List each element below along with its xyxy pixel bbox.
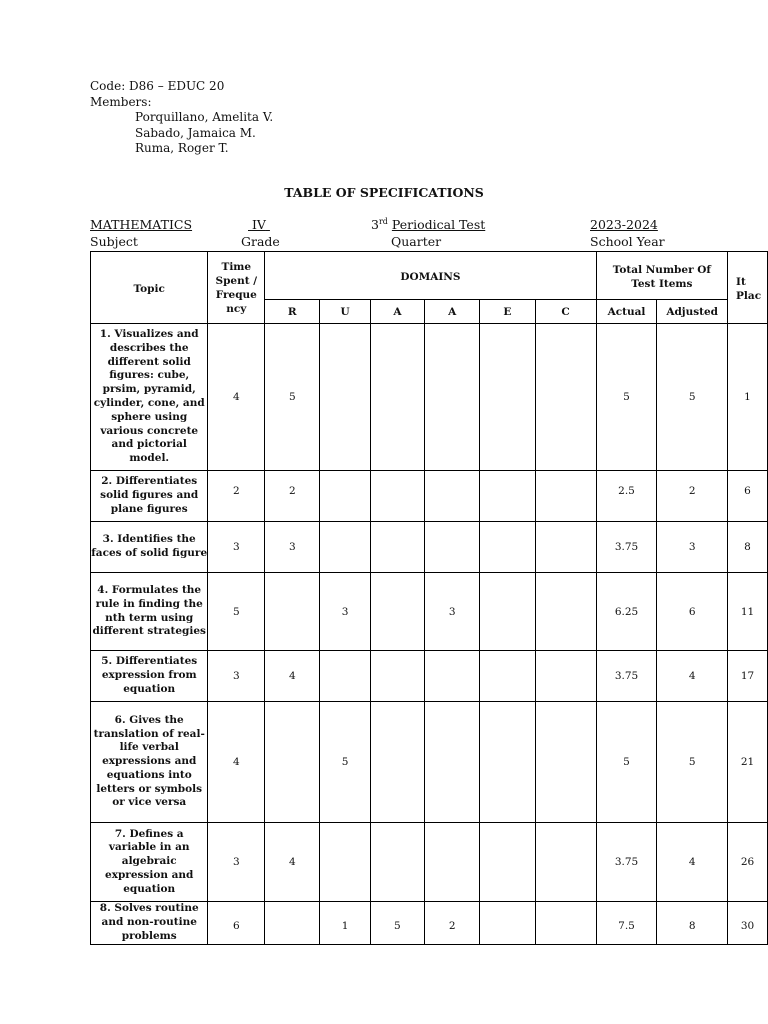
e-cell: [480, 902, 535, 945]
u-cell: 3: [320, 573, 370, 651]
member-name: Porquillano, Amelita V.: [135, 110, 274, 124]
c-cell: [535, 702, 596, 823]
c-cell: [535, 651, 596, 702]
topic-cell: 2. Differentiates solid figures and plane figures: [91, 471, 208, 522]
e-cell: [480, 823, 535, 902]
subject-value: MATHEMATICS: [90, 217, 193, 232]
topic-cell: 1. Visualizes and describes the different solid figures: cube, prsim, pyramid, cylinder, cone, and sphere using various concrete and pictorial model.: [91, 324, 208, 471]
a2-cell: [425, 651, 480, 702]
member-name: Sabado, Jamaica M.: [135, 125, 256, 140]
grade-value: IV: [251, 217, 266, 232]
domain-col-r: R: [265, 300, 320, 324]
r-cell: 2: [265, 471, 320, 522]
adjusted-cell: 6: [657, 573, 728, 651]
subject-label: Subject: [90, 234, 138, 249]
e-cell: [480, 573, 535, 651]
school-year-label: School Year: [590, 234, 665, 249]
a1-cell: [370, 702, 424, 823]
actual-cell: 3.75: [596, 823, 657, 902]
topic-cell: 6. Gives the translation of real-life verbal expressions and equations into letters or symbols or vice versa: [91, 702, 208, 823]
a2-cell: 3: [425, 573, 480, 651]
header-item-placement: It Plac: [728, 252, 768, 324]
c-cell: [535, 324, 596, 471]
quarter-label: Quarter: [391, 234, 442, 249]
actual-cell: 5: [596, 702, 657, 823]
placement-cell: 8: [728, 522, 768, 573]
actual-cell: 7.5: [596, 902, 657, 945]
topic-cell: 3. Identifies the faces of solid figure: [91, 522, 208, 573]
e-cell: [480, 702, 535, 823]
adjusted-cell: 2: [657, 471, 728, 522]
e-cell: [480, 522, 535, 573]
member-name: Ruma, Roger T.: [135, 141, 229, 155]
table-row: [91, 471, 768, 522]
r-cell: 3: [265, 522, 320, 573]
header-time-spent: Time Spent / Freque ncy: [208, 252, 265, 324]
a2-cell: [425, 823, 480, 902]
actual-cell: 3.75: [596, 522, 657, 573]
actual-cell: 3.75: [596, 651, 657, 702]
placement-cell: 21: [728, 702, 768, 823]
u-cell: 1: [320, 902, 370, 945]
domain-col-c: C: [535, 300, 596, 324]
table-row: [91, 573, 768, 651]
a1-cell: [370, 324, 424, 471]
c-cell: [535, 823, 596, 902]
table-row: [91, 823, 768, 902]
a1-cell: 5: [370, 902, 424, 945]
table-row: [91, 702, 768, 823]
u-cell: 5: [320, 702, 370, 823]
c-cell: [535, 573, 596, 651]
a1-cell: [370, 823, 424, 902]
domain-col-a2: A: [425, 300, 480, 324]
topic-cell: 5. Differentiates expression from equation: [91, 651, 208, 702]
a2-cell: [425, 471, 480, 522]
r-cell: 4: [265, 651, 320, 702]
a1-cell: [370, 651, 424, 702]
grade-label: Grade: [241, 234, 280, 249]
topic-cell: 7. Defines a variable in an algebraic expression and equation: [91, 823, 208, 902]
time-cell: 6: [208, 902, 265, 945]
placement-cell: 11: [728, 573, 768, 651]
a1-cell: [370, 573, 424, 651]
adjusted-cell: 4: [657, 651, 728, 702]
placement-cell: 30: [728, 902, 768, 945]
r-cell: 5: [265, 324, 320, 471]
a2-cell: [425, 702, 480, 823]
time-cell: 3: [208, 651, 265, 702]
topic-cell: 8. Solves routine and non-routine problems: [91, 902, 208, 945]
topic-cell: 4. Formulates the rule in finding the nth term using different strategies: [91, 573, 208, 651]
time-cell: 4: [208, 324, 265, 471]
e-cell: [480, 651, 535, 702]
document-title: TABLE OF SPECIFICATIONS: [284, 185, 484, 200]
e-cell: [480, 324, 535, 471]
c-cell: [535, 522, 596, 573]
r-cell: [265, 702, 320, 823]
table-row: [91, 902, 768, 945]
u-cell: [320, 823, 370, 902]
adjusted-cell: 8: [657, 902, 728, 945]
a2-cell: [425, 522, 480, 573]
quarter-value: 3rd Periodical Test: [371, 217, 486, 233]
header-domains: DOMAINS: [265, 252, 597, 300]
u-cell: [320, 651, 370, 702]
time-cell: 2: [208, 471, 265, 522]
c-cell: [535, 902, 596, 945]
placement-cell: 1: [728, 324, 768, 471]
domain-col-e: E: [480, 300, 535, 324]
actual-cell: 6.25: [596, 573, 657, 651]
u-cell: [320, 522, 370, 573]
a2-cell: [425, 324, 480, 471]
domain-col-u: U: [320, 300, 370, 324]
header-topic: Topic: [91, 252, 208, 324]
time-cell: 3: [208, 823, 265, 902]
header-total-items: Total Number Of Test Items: [596, 252, 727, 300]
placement-cell: 26: [728, 823, 768, 902]
u-cell: [320, 471, 370, 522]
e-cell: [480, 471, 535, 522]
adjusted-cell: 4: [657, 823, 728, 902]
placement-cell: 17: [728, 651, 768, 702]
a2-cell: 2: [425, 902, 480, 945]
actual-cell: 5: [596, 324, 657, 471]
time-cell: 5: [208, 573, 265, 651]
school-year-value: 2023-2024: [590, 217, 658, 232]
adjusted-cell: 5: [657, 702, 728, 823]
members-label: Members:: [90, 94, 152, 109]
adjusted-cell: 5: [657, 324, 728, 471]
table-row: [91, 522, 768, 573]
table-row: [91, 324, 768, 471]
r-cell: [265, 573, 320, 651]
header-adjusted: Adjusted: [657, 300, 728, 324]
header-actual: Actual: [596, 300, 657, 324]
r-cell: [265, 902, 320, 945]
a1-cell: [370, 522, 424, 573]
time-cell: 4: [208, 702, 265, 823]
u-cell: [320, 324, 370, 471]
placement-cell: 6: [728, 471, 768, 522]
c-cell: [535, 471, 596, 522]
specifications-table: [90, 251, 768, 945]
time-cell: 3: [208, 522, 265, 573]
domain-col-a1: A: [370, 300, 424, 324]
adjusted-cell: 3: [657, 522, 728, 573]
code-line: Code: D86 – EDUC 20: [90, 79, 225, 93]
table-row: [91, 651, 768, 702]
actual-cell: 2.5: [596, 471, 657, 522]
r-cell: 4: [265, 823, 320, 902]
a1-cell: [370, 471, 424, 522]
header-block: [90, 79, 273, 157]
